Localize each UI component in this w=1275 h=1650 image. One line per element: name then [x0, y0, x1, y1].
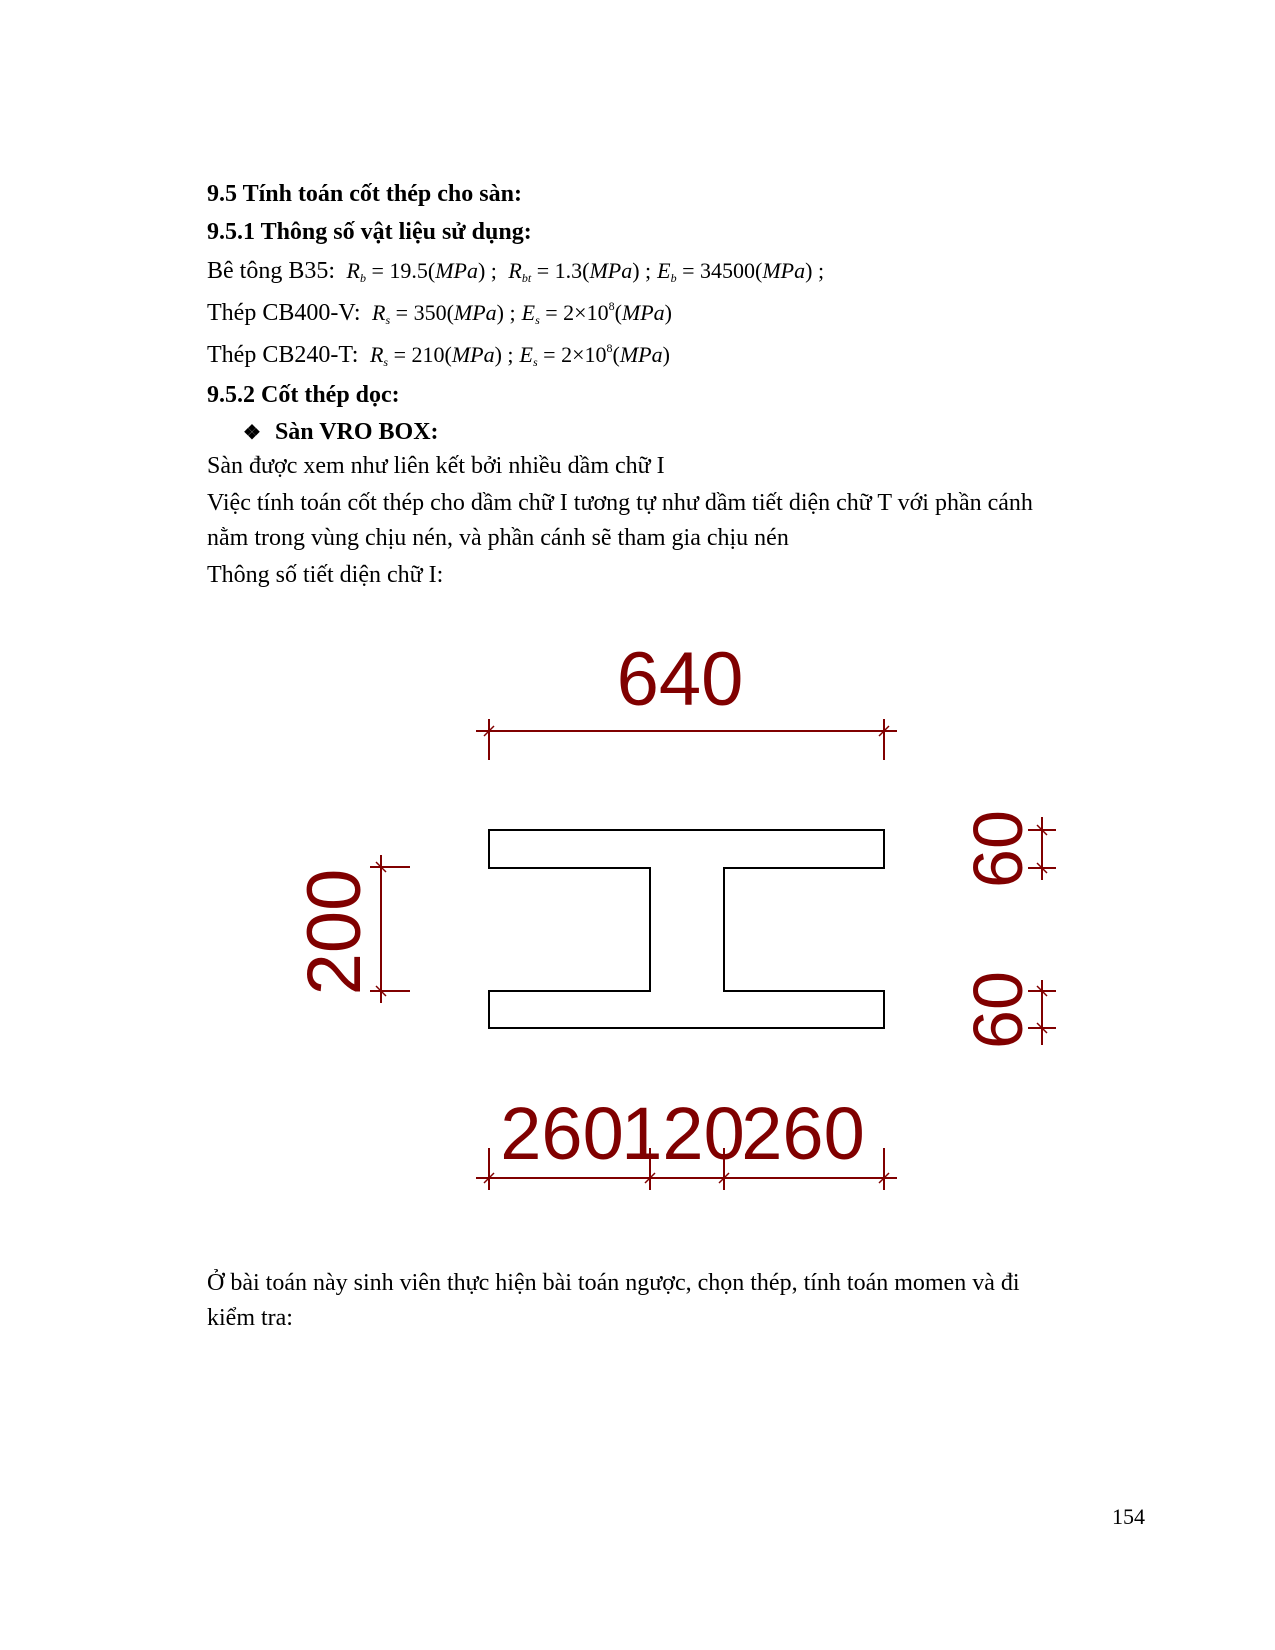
section-heading-9-5-1: 9.5.1 Thông số vật liệu sử dụng:	[207, 219, 532, 245]
paragraph-2-line-2: nằm trong vùng chịu nén, và phần cánh sẽ tham gia chịu nén	[207, 525, 789, 551]
eb-formula: $E_b = 34500(MPa)$ ;	[657, 258, 825, 285]
dim-text-bottom-web: 120	[621, 1092, 745, 1175]
dim-text-flange-bottom: 60	[959, 971, 1037, 1049]
dim-text-flange-top: 60	[959, 810, 1037, 888]
dim-text-bottom-left: 260	[500, 1092, 624, 1175]
es-formula: $E_s = 2\times 10^8(MPa)$	[521, 299, 672, 327]
paragraph-1: Sàn được xem như liên kết bởi nhiều dầm chữ I	[207, 453, 665, 479]
section-heading-9-5-2: 9.5.2 Cốt thép dọc:	[207, 382, 400, 408]
dim-text-bottom-right: 260	[741, 1092, 865, 1175]
rbt-formula: $R_{bt} = 1.3(MPa)$ ;	[508, 258, 652, 285]
rs-formula: $R_s = 210(MPa)$ ;	[369, 342, 514, 369]
diamond-bullet-icon: ❖	[243, 422, 261, 444]
steel-cb400-label: Thép CB400-V:	[207, 300, 361, 326]
steel-cb240-label: Thép CB240-T:	[207, 342, 359, 368]
paragraph-4-line-1: Ở bài toán này sinh viên thực hiện bài toán ngược, chọn thép, tính toán momen và đi	[207, 1270, 1020, 1296]
rb-formula: $R_b = 19.5(MPa)$ ;	[346, 258, 497, 285]
rs-formula: $R_s = 350(MPa)$ ;	[372, 300, 516, 327]
dim-text-height: 200	[292, 868, 377, 996]
paragraph-3: Thông số tiết diện chữ I:	[207, 562, 444, 588]
i-section-outline	[489, 830, 884, 1028]
paragraph-4-line-2: kiểm tra:	[207, 1305, 293, 1331]
page-number: 154	[1112, 1504, 1145, 1529]
paragraph-2-line-1: Việc tính toán cốt thép cho dầm chữ I tương tự như dầm tiết diện chữ T với phần cánh	[207, 490, 1033, 516]
section-heading-9-5: 9.5 Tính toán cốt thép cho sàn:	[207, 181, 522, 207]
bullet-label: Sàn VRO BOX:	[274, 419, 439, 445]
es-formula: $E_s = 2\times 10^8(MPa)$	[519, 341, 670, 369]
concrete-label: Bê tông B35:	[207, 258, 336, 284]
dim-text-top-width: 640	[616, 637, 744, 722]
